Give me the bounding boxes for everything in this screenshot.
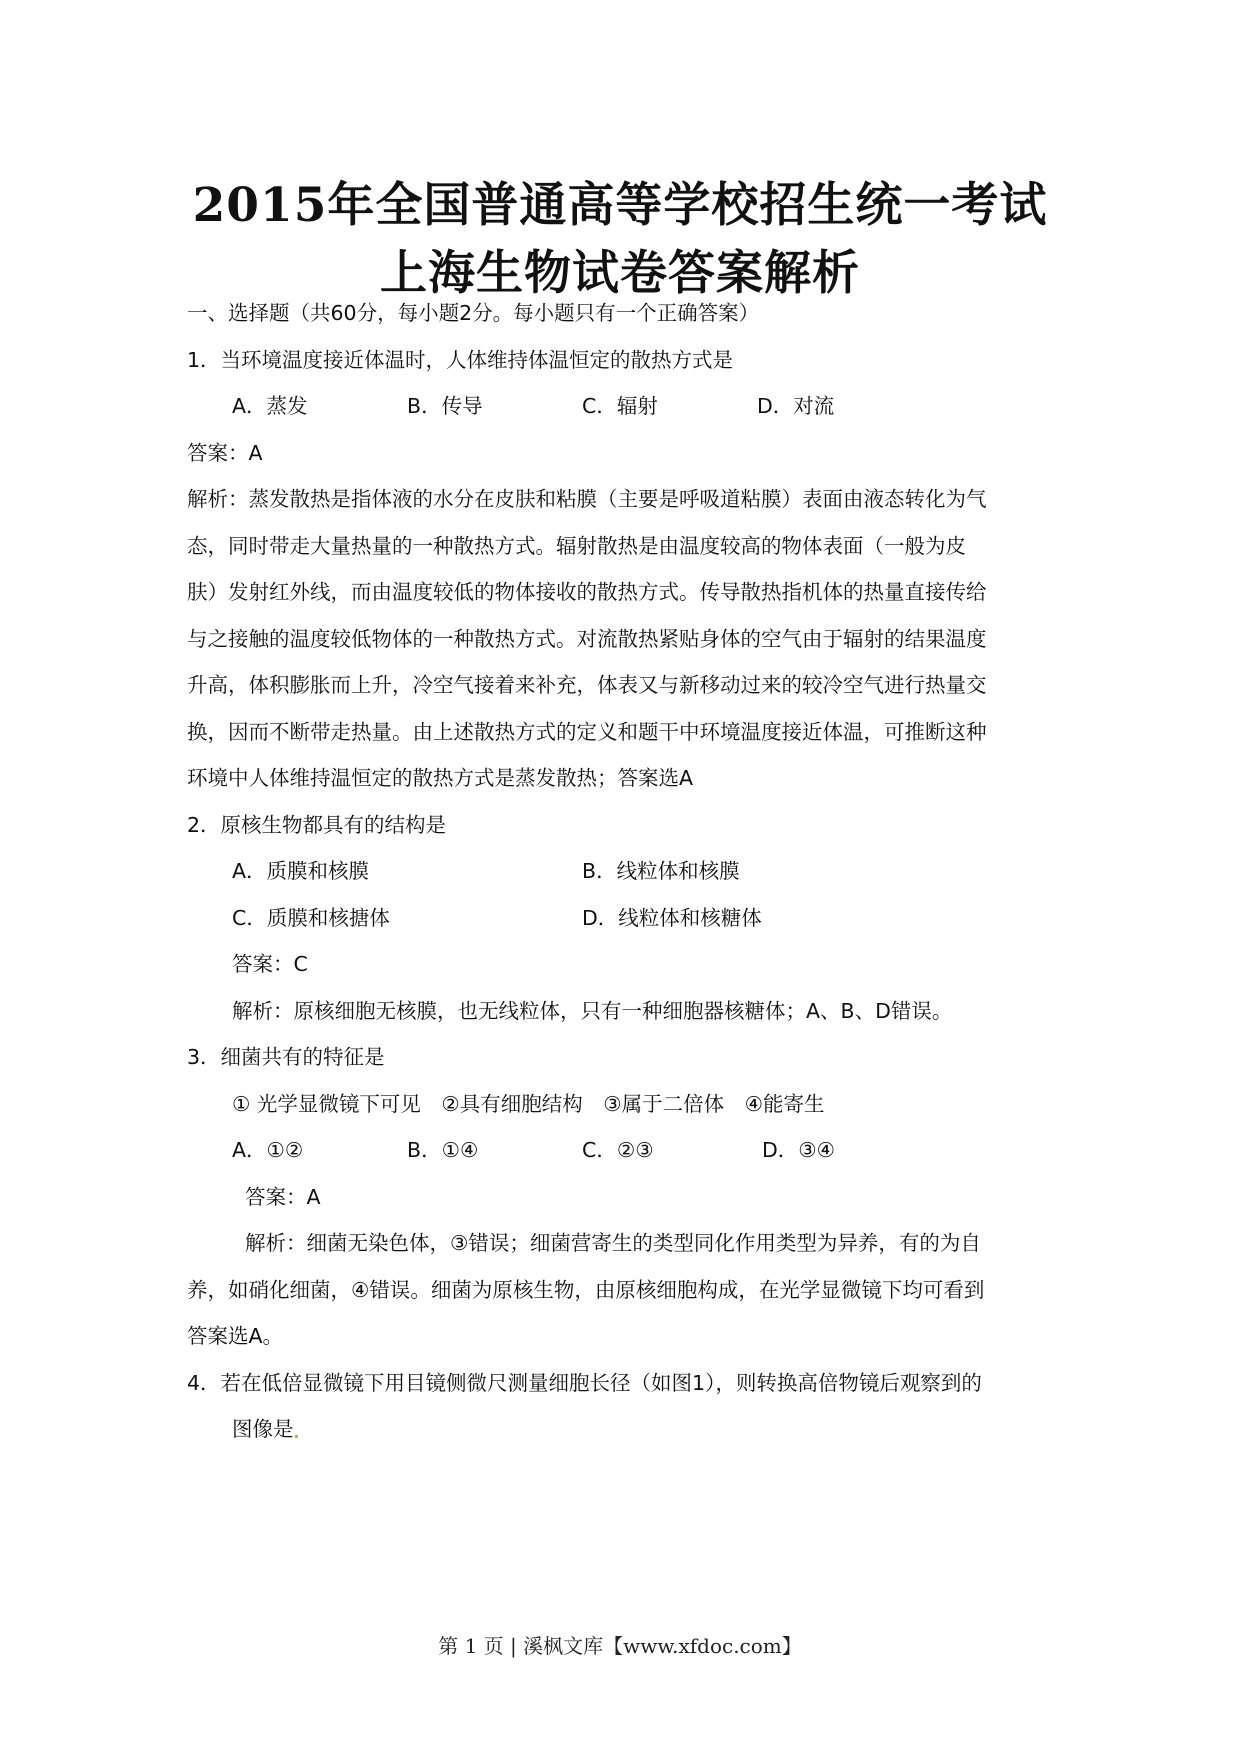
q3-option-d: D．③④ [762, 1138, 836, 1162]
q4-stem-text: 图像是 [232, 1417, 294, 1441]
orange-dot-mark [295, 1435, 298, 1438]
q2-option-b: B．线粒体和核膜 [582, 859, 740, 883]
q4-stem-line-1: 4．若在低倍显微镜下用目镜侧微尺测量细胞长径（如图1），则转换高倍物镜后观察到的 [187, 1370, 982, 1395]
q1-option-d: D．对流 [757, 394, 835, 418]
q1-options [187, 383, 1057, 430]
q2-options-row-2 [187, 895, 1057, 942]
q1-option-c: C．辐射 [582, 394, 658, 418]
document-body [187, 290, 1057, 1453]
q3-analysis-line: 养，如硝化细菌，④错误。细菌为原核生物，由原核细胞构成，在光学显微镜下均可看到 [187, 1277, 985, 1302]
title-line-1: 2015年全国普通高等学校招生统一考试 [192, 178, 1048, 233]
q2-analysis: 解析：原核细胞无核膜，也无线粒体，只有一种细胞器核糖体；A、B、D错误。 [232, 998, 953, 1023]
q1-analysis-line: 环境中人体维持温恒定的散热方式是蒸发散热；答案选A [187, 766, 694, 790]
q1-analysis-line: 解析：蒸发散热是指体液的水分在皮肤和粘膜（主要是呼吸道粘膜）表面由液态转化为气 [187, 487, 987, 511]
q2-stem: 2．原核生物都具有的结构是 [187, 812, 447, 837]
title-line-2: 上海生物试卷答案解析 [380, 246, 860, 301]
q1-analysis-line: 态，同时带走大量热量的一种散热方式。辐射散热是由温度较高的物体表面（一般为皮 [187, 533, 966, 558]
q3-option-b: B．①④ [407, 1138, 479, 1162]
q1-option-a: A．蒸发 [232, 394, 308, 418]
q1-answer: 答案：A [187, 440, 263, 465]
q1-option-b: B．传导 [407, 394, 483, 418]
q2-option-d: D．线粒体和核糖体 [582, 905, 762, 930]
q3-stem: 3．细菌共有的特征是 [187, 1045, 385, 1069]
q3-option-a: A．①② [232, 1138, 304, 1162]
page-footer: 第 1 页 | 溪枫文库【www.xfdoc.com】 [438, 1634, 802, 1658]
q2-option-c: C．质膜和核搪体 [232, 905, 390, 930]
section-heading: 一、选择题（共60分，每小题2分。每小题只有一个正确答案） [187, 301, 760, 325]
q2-options-row-1 [187, 848, 1057, 895]
q3-features: ① 光学显微镜下可见 ②具有细胞结构 ③属于二倍体 ④能寄生 [232, 1091, 825, 1116]
q2-answer: 答案：C [232, 952, 308, 976]
q1-analysis-line: 换，因而不断带走热量。由上述散热方式的定义和题干中环境温度接近体温，可推断这种 [187, 719, 987, 744]
q3-analysis-line: 答案选A。 [187, 1324, 284, 1348]
q2-option-a: A．质膜和核膜 [232, 859, 370, 883]
q3-options [187, 1127, 1057, 1174]
q1-analysis-line: 肤）发射红外线，而由温度较低的物体接收的散热方式。传导散热指机体的热量直接传给 [187, 580, 987, 604]
q4-stem-line-2 [187, 1406, 1057, 1453]
q1-analysis-line: 与之接触的温度较低物体的一种散热方式。对流散热紧贴身体的空气由于辐射的结果温度 [187, 626, 987, 651]
q1-analysis-line: 升高，体积膨胀而上升，冷空气接着来补充，体表又与新移动过来的较冷空气进行热量交 [187, 673, 987, 697]
q3-analysis-line: 解析：细菌无染色体，③错误；细菌营寄生的类型同化作用类型为异养，有的为自 [245, 1231, 981, 1255]
q3-answer: 答案：A [245, 1184, 321, 1209]
q1-stem: 1．当环境温度接近体温时，人体维持体温恒定的散热方式是 [187, 347, 734, 372]
q3-option-c: C．②③ [582, 1138, 654, 1162]
